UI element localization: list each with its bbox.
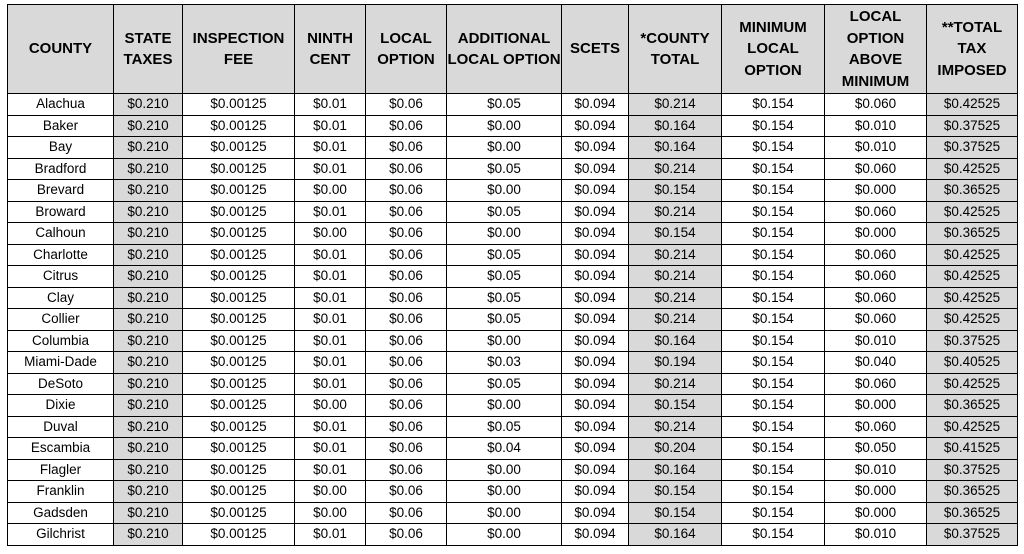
table-cell: $0.00 bbox=[295, 481, 366, 503]
table-cell: $0.094 bbox=[562, 438, 629, 460]
county-name-cell: DeSoto bbox=[8, 373, 114, 395]
column-header: NINTH CENT bbox=[295, 5, 366, 94]
table-cell: $0.154 bbox=[722, 115, 825, 137]
table-cell: $0.094 bbox=[562, 244, 629, 266]
table-cell: $0.154 bbox=[722, 94, 825, 116]
table-cell: $0.094 bbox=[562, 137, 629, 159]
table-cell: $0.094 bbox=[562, 352, 629, 374]
table-cell: $0.00125 bbox=[183, 223, 295, 245]
table-cell: $0.05 bbox=[447, 266, 562, 288]
table-cell: $0.154 bbox=[722, 180, 825, 202]
table-cell: $0.094 bbox=[562, 416, 629, 438]
table-cell: $0.06 bbox=[366, 502, 447, 524]
table-cell: $0.010 bbox=[825, 330, 927, 352]
county-name-cell: Clay bbox=[8, 287, 114, 309]
table-cell: $0.00125 bbox=[183, 416, 295, 438]
table-cell: $0.154 bbox=[629, 502, 722, 524]
table-cell: $0.210 bbox=[114, 373, 183, 395]
table-cell: $0.00125 bbox=[183, 201, 295, 223]
table-cell: $0.214 bbox=[629, 244, 722, 266]
table-cell: $0.214 bbox=[629, 416, 722, 438]
county-name-cell: Duval bbox=[8, 416, 114, 438]
table-cell: $0.05 bbox=[447, 309, 562, 331]
table-cell: $0.060 bbox=[825, 287, 927, 309]
table-cell: $0.00125 bbox=[183, 502, 295, 524]
table-row bbox=[8, 158, 1018, 180]
table-cell: $0.40525 bbox=[927, 352, 1018, 374]
table-row bbox=[8, 94, 1018, 116]
table-cell: $0.204 bbox=[629, 438, 722, 460]
table-cell: $0.00125 bbox=[183, 438, 295, 460]
table-row bbox=[8, 137, 1018, 159]
table-cell: $0.42525 bbox=[927, 309, 1018, 331]
table-cell: $0.36525 bbox=[927, 481, 1018, 503]
table-cell: $0.094 bbox=[562, 201, 629, 223]
county-name-cell: Charlotte bbox=[8, 244, 114, 266]
table-cell: $0.06 bbox=[366, 137, 447, 159]
table-cell: $0.06 bbox=[366, 201, 447, 223]
table-cell: $0.37525 bbox=[927, 524, 1018, 546]
table-cell: $0.154 bbox=[722, 244, 825, 266]
table-cell: $0.214 bbox=[629, 266, 722, 288]
table-cell: $0.01 bbox=[295, 416, 366, 438]
table-cell: $0.210 bbox=[114, 266, 183, 288]
table-cell: $0.210 bbox=[114, 180, 183, 202]
column-header: MINIMUM LOCAL OPTION bbox=[722, 5, 825, 94]
table-cell: $0.01 bbox=[295, 309, 366, 331]
table-cell: $0.00 bbox=[295, 223, 366, 245]
table-cell: $0.214 bbox=[629, 158, 722, 180]
table-row bbox=[8, 459, 1018, 481]
table-cell: $0.154 bbox=[722, 502, 825, 524]
table-cell: $0.00 bbox=[447, 330, 562, 352]
table-cell: $0.06 bbox=[366, 94, 447, 116]
table-cell: $0.36525 bbox=[927, 223, 1018, 245]
table-row bbox=[8, 180, 1018, 202]
table-cell: $0.094 bbox=[562, 373, 629, 395]
table-cell: $0.060 bbox=[825, 158, 927, 180]
table-cell: $0.37525 bbox=[927, 459, 1018, 481]
table-cell: $0.000 bbox=[825, 223, 927, 245]
table-cell: $0.040 bbox=[825, 352, 927, 374]
table-cell: $0.214 bbox=[629, 94, 722, 116]
table-cell: $0.154 bbox=[722, 223, 825, 245]
table-cell: $0.00125 bbox=[183, 287, 295, 309]
county-name-cell: Dixie bbox=[8, 395, 114, 417]
table-cell: $0.154 bbox=[722, 481, 825, 503]
table-cell: $0.05 bbox=[447, 244, 562, 266]
table-cell: $0.094 bbox=[562, 481, 629, 503]
table-cell: $0.00 bbox=[447, 481, 562, 503]
table-cell: $0.00 bbox=[447, 137, 562, 159]
table-row bbox=[8, 266, 1018, 288]
tax-table-container bbox=[7, 4, 1018, 546]
table-cell: $0.06 bbox=[366, 158, 447, 180]
table-cell: $0.00125 bbox=[183, 180, 295, 202]
table-cell: $0.00125 bbox=[183, 137, 295, 159]
table-cell: $0.164 bbox=[629, 524, 722, 546]
county-name-cell: Baker bbox=[8, 115, 114, 137]
table-cell: $0.154 bbox=[629, 481, 722, 503]
table-cell: $0.154 bbox=[722, 309, 825, 331]
table-cell: $0.210 bbox=[114, 502, 183, 524]
column-header: **TOTAL TAX IMPOSED bbox=[927, 5, 1018, 94]
header-row bbox=[8, 5, 1018, 94]
county-name-cell: Escambia bbox=[8, 438, 114, 460]
table-row bbox=[8, 502, 1018, 524]
table-cell: $0.000 bbox=[825, 481, 927, 503]
table-cell: $0.210 bbox=[114, 459, 183, 481]
table-cell: $0.000 bbox=[825, 502, 927, 524]
table-cell: $0.00 bbox=[447, 395, 562, 417]
table-cell: $0.00125 bbox=[183, 309, 295, 331]
county-name-cell: Bradford bbox=[8, 158, 114, 180]
county-name-cell: Flagler bbox=[8, 459, 114, 481]
table-cell: $0.164 bbox=[629, 137, 722, 159]
table-cell: $0.42525 bbox=[927, 266, 1018, 288]
table-row bbox=[8, 309, 1018, 331]
county-name-cell: Brevard bbox=[8, 180, 114, 202]
table-cell: $0.01 bbox=[295, 438, 366, 460]
table-cell: $0.094 bbox=[562, 459, 629, 481]
table-cell: $0.154 bbox=[722, 266, 825, 288]
table-cell: $0.05 bbox=[447, 287, 562, 309]
table-cell: $0.36525 bbox=[927, 180, 1018, 202]
table-cell: $0.00125 bbox=[183, 94, 295, 116]
table-cell: $0.164 bbox=[629, 330, 722, 352]
table-row bbox=[8, 223, 1018, 245]
county-name-cell: Franklin bbox=[8, 481, 114, 503]
table-cell: $0.00125 bbox=[183, 352, 295, 374]
table-cell: $0.00 bbox=[447, 115, 562, 137]
table-cell: $0.06 bbox=[366, 352, 447, 374]
county-name-cell: Collier bbox=[8, 309, 114, 331]
table-cell: $0.210 bbox=[114, 158, 183, 180]
table-cell: $0.05 bbox=[447, 94, 562, 116]
table-cell: $0.210 bbox=[114, 416, 183, 438]
table-cell: $0.214 bbox=[629, 309, 722, 331]
table-cell: $0.37525 bbox=[927, 330, 1018, 352]
table-cell: $0.00125 bbox=[183, 330, 295, 352]
table-row bbox=[8, 330, 1018, 352]
table-cell: $0.06 bbox=[366, 287, 447, 309]
table-cell: $0.154 bbox=[722, 158, 825, 180]
table-cell: $0.06 bbox=[366, 244, 447, 266]
table-cell: $0.01 bbox=[295, 115, 366, 137]
table-row bbox=[8, 373, 1018, 395]
table-cell: $0.214 bbox=[629, 373, 722, 395]
county-name-cell: Gadsden bbox=[8, 502, 114, 524]
table-cell: $0.094 bbox=[562, 94, 629, 116]
table-cell: $0.00125 bbox=[183, 115, 295, 137]
county-name-cell: Broward bbox=[8, 201, 114, 223]
table-cell: $0.210 bbox=[114, 223, 183, 245]
table-cell: $0.010 bbox=[825, 137, 927, 159]
county-name-cell: Miami-Dade bbox=[8, 352, 114, 374]
table-cell: $0.00125 bbox=[183, 524, 295, 546]
table-cell: $0.01 bbox=[295, 459, 366, 481]
table-cell: $0.06 bbox=[366, 481, 447, 503]
table-cell: $0.01 bbox=[295, 244, 366, 266]
table-cell: $0.41525 bbox=[927, 438, 1018, 460]
table-cell: $0.194 bbox=[629, 352, 722, 374]
table-cell: $0.210 bbox=[114, 352, 183, 374]
column-header: LOCAL OPTION ABOVE MINIMUM bbox=[825, 5, 927, 94]
table-cell: $0.094 bbox=[562, 115, 629, 137]
table-cell: $0.00 bbox=[447, 524, 562, 546]
table-cell: $0.060 bbox=[825, 309, 927, 331]
table-cell: $0.01 bbox=[295, 373, 366, 395]
table-cell: $0.154 bbox=[722, 395, 825, 417]
table-cell: $0.01 bbox=[295, 94, 366, 116]
table-cell: $0.00125 bbox=[183, 373, 295, 395]
table-cell: $0.01 bbox=[295, 266, 366, 288]
table-cell: $0.06 bbox=[366, 373, 447, 395]
table-cell: $0.00125 bbox=[183, 395, 295, 417]
table-cell: $0.094 bbox=[562, 180, 629, 202]
table-cell: $0.42525 bbox=[927, 201, 1018, 223]
table-cell: $0.05 bbox=[447, 158, 562, 180]
table-cell: $0.210 bbox=[114, 395, 183, 417]
table-cell: $0.094 bbox=[562, 309, 629, 331]
table-cell: $0.06 bbox=[366, 395, 447, 417]
table-cell: $0.094 bbox=[562, 502, 629, 524]
table-cell: $0.00125 bbox=[183, 481, 295, 503]
county-name-cell: Gilchrist bbox=[8, 524, 114, 546]
table-cell: $0.06 bbox=[366, 223, 447, 245]
table-cell: $0.00 bbox=[295, 395, 366, 417]
table-cell: $0.154 bbox=[722, 137, 825, 159]
table-cell: $0.154 bbox=[722, 438, 825, 460]
table-cell: $0.210 bbox=[114, 115, 183, 137]
table-row bbox=[8, 416, 1018, 438]
column-header: ADDITIONAL LOCAL OPTION bbox=[447, 5, 562, 94]
table-cell: $0.164 bbox=[629, 115, 722, 137]
table-cell: $0.42525 bbox=[927, 94, 1018, 116]
table-cell: $0.154 bbox=[722, 201, 825, 223]
table-cell: $0.210 bbox=[114, 438, 183, 460]
table-row bbox=[8, 395, 1018, 417]
table-cell: $0.010 bbox=[825, 524, 927, 546]
table-cell: $0.154 bbox=[629, 180, 722, 202]
table-cell: $0.36525 bbox=[927, 502, 1018, 524]
table-row bbox=[8, 524, 1018, 546]
table-cell: $0.210 bbox=[114, 94, 183, 116]
table-cell: $0.01 bbox=[295, 201, 366, 223]
table-cell: $0.060 bbox=[825, 244, 927, 266]
table-cell: $0.210 bbox=[114, 481, 183, 503]
table-cell: $0.210 bbox=[114, 244, 183, 266]
table-cell: $0.060 bbox=[825, 266, 927, 288]
table-cell: $0.05 bbox=[447, 373, 562, 395]
table-cell: $0.154 bbox=[722, 459, 825, 481]
table-cell: $0.01 bbox=[295, 524, 366, 546]
table-cell: $0.00125 bbox=[183, 266, 295, 288]
table-cell: $0.42525 bbox=[927, 244, 1018, 266]
table-cell: $0.094 bbox=[562, 266, 629, 288]
table-cell: $0.210 bbox=[114, 524, 183, 546]
table-cell: $0.00 bbox=[447, 459, 562, 481]
table-cell: $0.050 bbox=[825, 438, 927, 460]
table-cell: $0.210 bbox=[114, 330, 183, 352]
table-cell: $0.05 bbox=[447, 201, 562, 223]
table-cell: $0.01 bbox=[295, 352, 366, 374]
table-cell: $0.094 bbox=[562, 524, 629, 546]
table-cell: $0.00125 bbox=[183, 158, 295, 180]
table-cell: $0.00 bbox=[447, 180, 562, 202]
table-cell: $0.01 bbox=[295, 287, 366, 309]
table-cell: $0.164 bbox=[629, 459, 722, 481]
table-row bbox=[8, 481, 1018, 503]
table-cell: $0.094 bbox=[562, 287, 629, 309]
table-cell: $0.154 bbox=[722, 330, 825, 352]
table-cell: $0.03 bbox=[447, 352, 562, 374]
table-cell: $0.42525 bbox=[927, 416, 1018, 438]
table-cell: $0.06 bbox=[366, 330, 447, 352]
table-row bbox=[8, 115, 1018, 137]
table-body bbox=[8, 94, 1018, 546]
table-cell: $0.37525 bbox=[927, 115, 1018, 137]
table-cell: $0.42525 bbox=[927, 287, 1018, 309]
table-cell: $0.010 bbox=[825, 115, 927, 137]
table-cell: $0.36525 bbox=[927, 395, 1018, 417]
table-cell: $0.060 bbox=[825, 416, 927, 438]
table-cell: $0.06 bbox=[366, 115, 447, 137]
table-cell: $0.154 bbox=[722, 287, 825, 309]
table-cell: $0.01 bbox=[295, 158, 366, 180]
table-cell: $0.06 bbox=[366, 438, 447, 460]
table-cell: $0.214 bbox=[629, 201, 722, 223]
table-cell: $0.42525 bbox=[927, 373, 1018, 395]
table-cell: $0.06 bbox=[366, 266, 447, 288]
table-cell: $0.214 bbox=[629, 287, 722, 309]
county-name-cell: Bay bbox=[8, 137, 114, 159]
table-cell: $0.06 bbox=[366, 416, 447, 438]
table-cell: $0.06 bbox=[366, 309, 447, 331]
table-row bbox=[8, 201, 1018, 223]
table-cell: $0.210 bbox=[114, 137, 183, 159]
table-cell: $0.154 bbox=[722, 373, 825, 395]
table-cell: $0.37525 bbox=[927, 137, 1018, 159]
table-cell: $0.154 bbox=[722, 416, 825, 438]
county-name-cell: Alachua bbox=[8, 94, 114, 116]
table-cell: $0.010 bbox=[825, 459, 927, 481]
column-header: INSPECTION FEE bbox=[183, 5, 295, 94]
table-cell: $0.094 bbox=[562, 330, 629, 352]
table-cell: $0.210 bbox=[114, 309, 183, 331]
county-name-cell: Citrus bbox=[8, 266, 114, 288]
table-cell: $0.154 bbox=[629, 395, 722, 417]
column-header: LOCAL OPTION bbox=[366, 5, 447, 94]
table-cell: $0.094 bbox=[562, 223, 629, 245]
county-name-cell: Columbia bbox=[8, 330, 114, 352]
table-cell: $0.06 bbox=[366, 180, 447, 202]
table-cell: $0.060 bbox=[825, 201, 927, 223]
table-row bbox=[8, 244, 1018, 266]
table-cell: $0.154 bbox=[722, 352, 825, 374]
table-cell: $0.154 bbox=[722, 524, 825, 546]
table-cell: $0.060 bbox=[825, 373, 927, 395]
table-cell: $0.00 bbox=[295, 502, 366, 524]
column-header: COUNTY bbox=[8, 5, 114, 94]
table-cell: $0.00 bbox=[447, 223, 562, 245]
table-header bbox=[8, 5, 1018, 94]
table-row bbox=[8, 352, 1018, 374]
fuel-tax-table bbox=[7, 4, 1018, 546]
county-name-cell: Calhoun bbox=[8, 223, 114, 245]
table-cell: $0.00 bbox=[295, 180, 366, 202]
table-cell: $0.01 bbox=[295, 137, 366, 159]
table-row bbox=[8, 287, 1018, 309]
table-cell: $0.42525 bbox=[927, 158, 1018, 180]
table-cell: $0.000 bbox=[825, 395, 927, 417]
table-cell: $0.00 bbox=[447, 502, 562, 524]
table-cell: $0.210 bbox=[114, 287, 183, 309]
table-row bbox=[8, 438, 1018, 460]
table-cell: $0.05 bbox=[447, 416, 562, 438]
table-cell: $0.094 bbox=[562, 158, 629, 180]
table-cell: $0.00125 bbox=[183, 244, 295, 266]
column-header: STATE TAXES bbox=[114, 5, 183, 94]
column-header: *COUNTY TOTAL bbox=[629, 5, 722, 94]
table-cell: $0.06 bbox=[366, 459, 447, 481]
table-cell: $0.094 bbox=[562, 395, 629, 417]
table-cell: $0.01 bbox=[295, 330, 366, 352]
table-cell: $0.210 bbox=[114, 201, 183, 223]
table-cell: $0.06 bbox=[366, 524, 447, 546]
table-cell: $0.154 bbox=[629, 223, 722, 245]
column-header: SCETS bbox=[562, 5, 629, 94]
table-cell: $0.060 bbox=[825, 94, 927, 116]
table-cell: $0.00125 bbox=[183, 459, 295, 481]
table-cell: $0.04 bbox=[447, 438, 562, 460]
table-cell: $0.000 bbox=[825, 180, 927, 202]
